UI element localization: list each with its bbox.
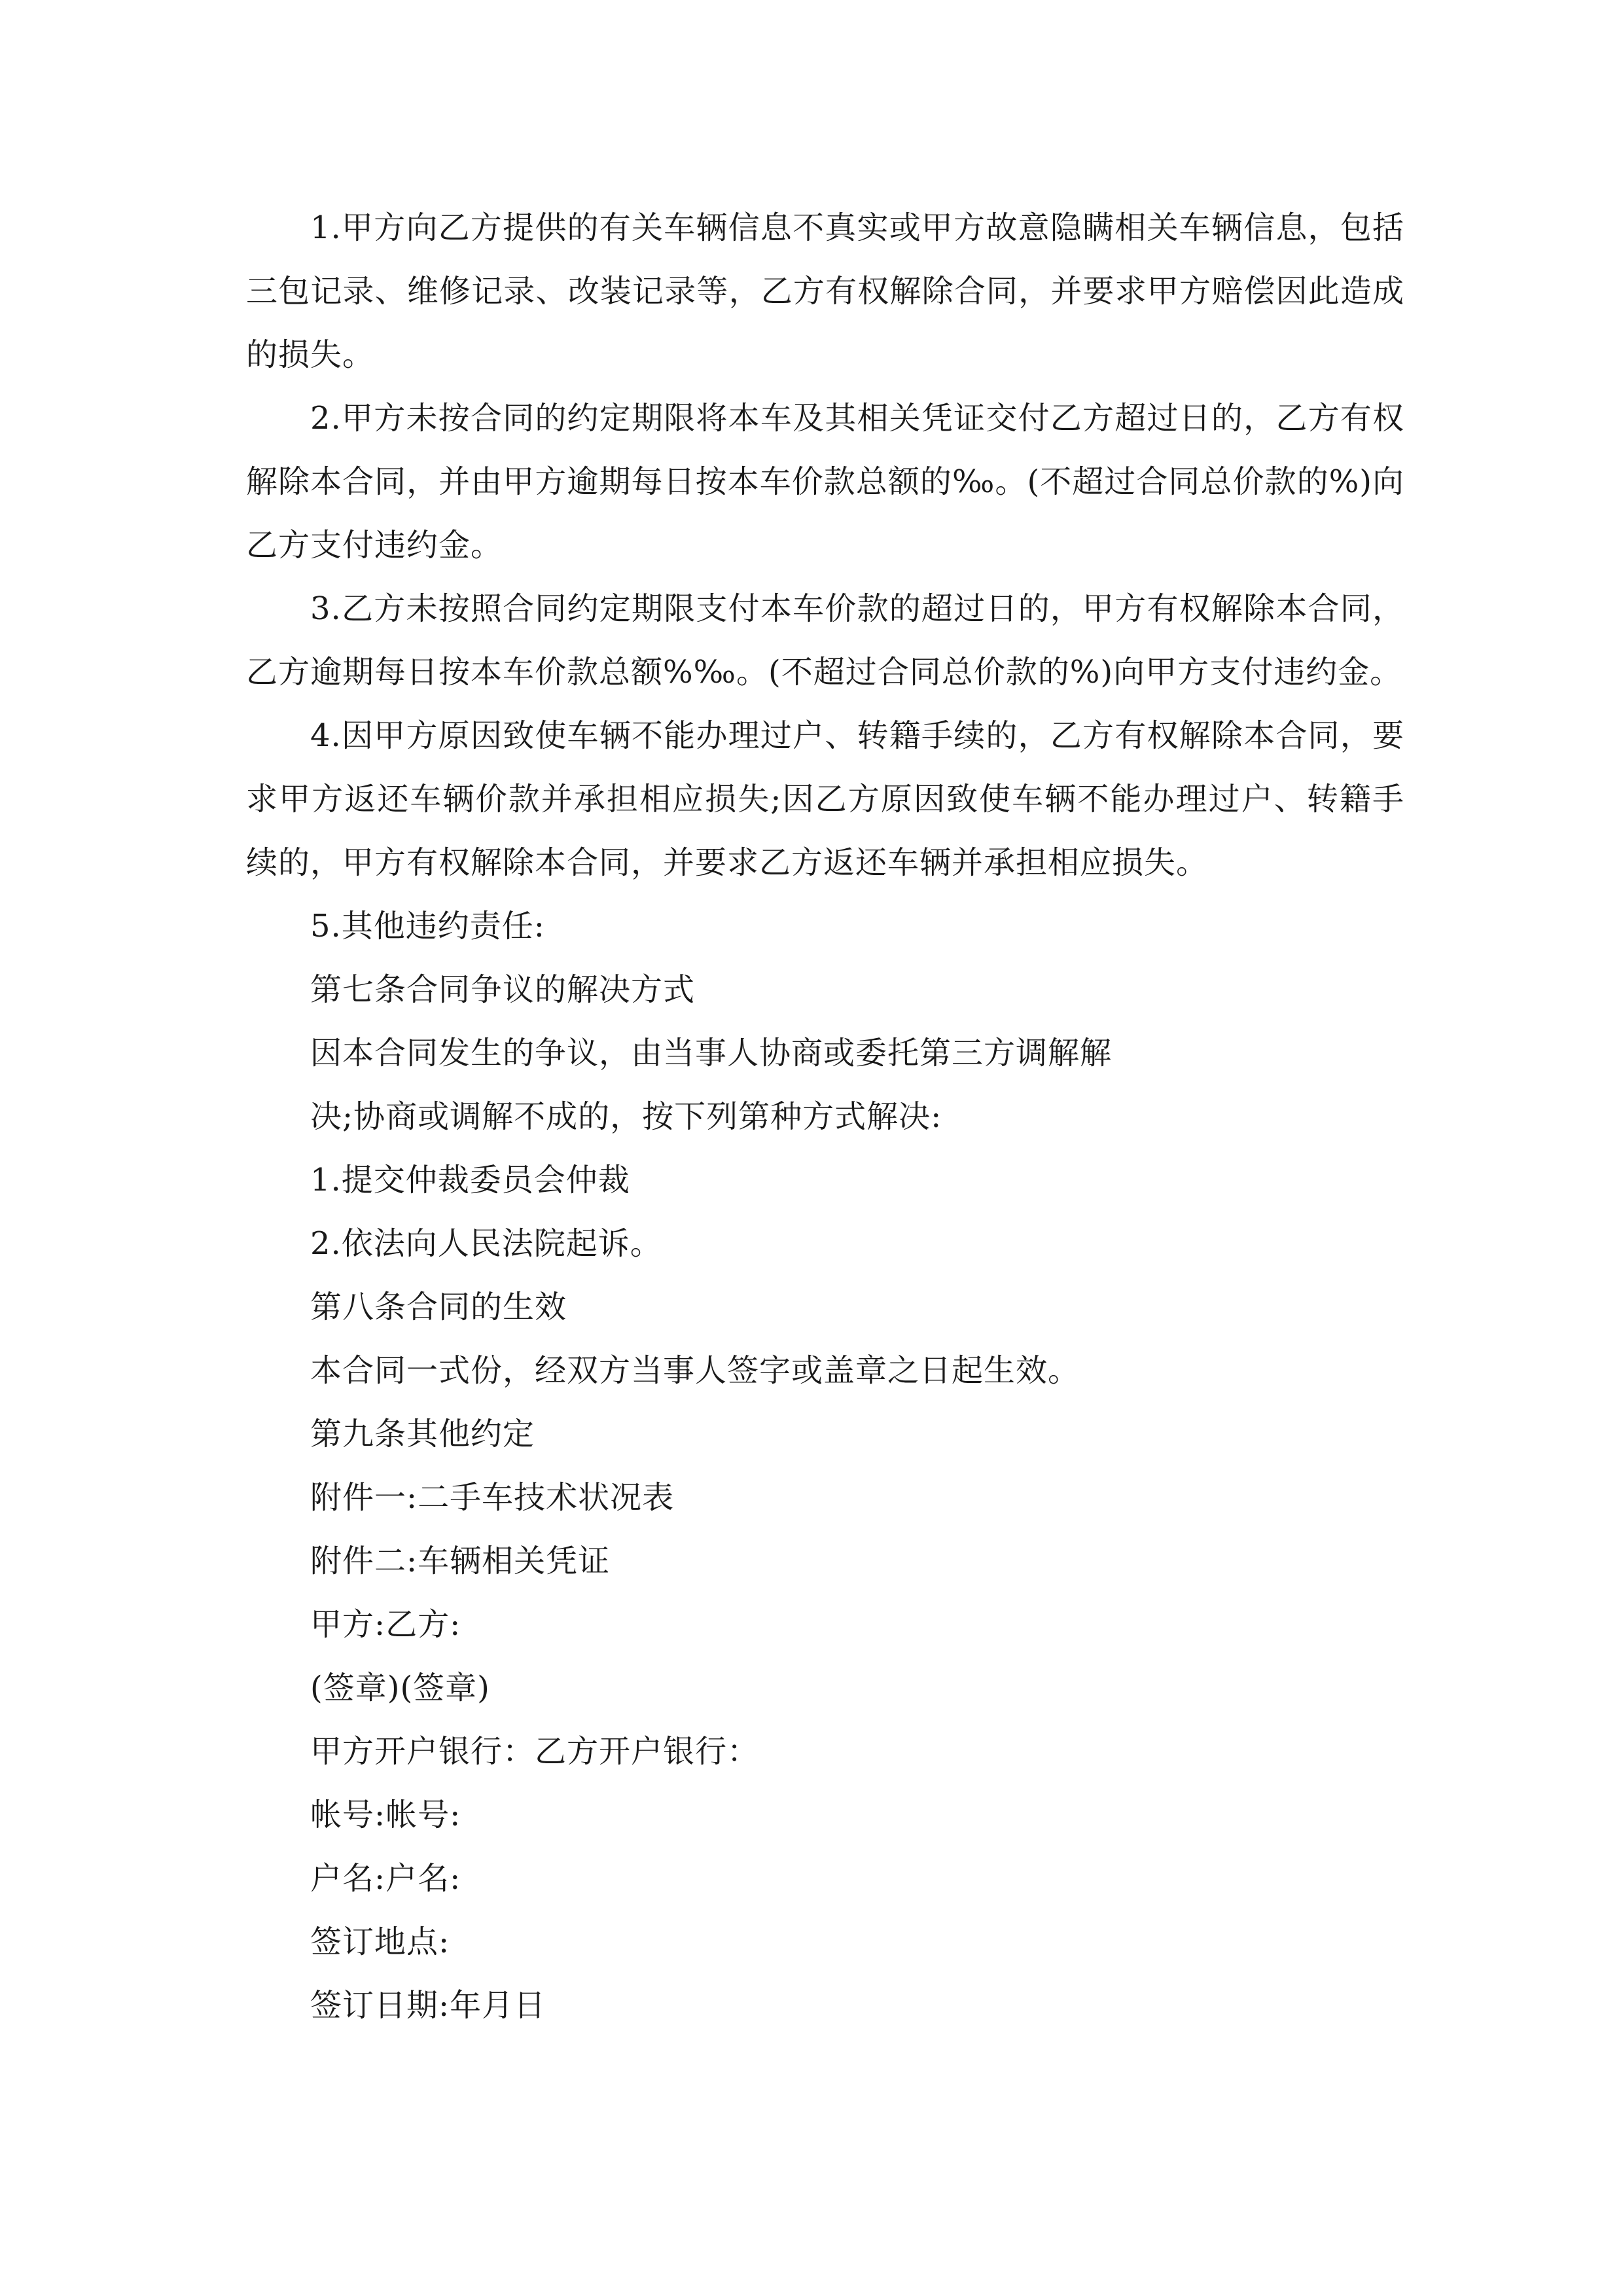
bank-line: 甲方开户银行：乙方开户银行： <box>310 1733 760 1770</box>
document-body <box>246 196 1404 2037</box>
parties-line: 甲方:乙方: <box>310 1606 461 1643</box>
signing-place-line: 签订地点: <box>310 1924 450 1960</box>
clause-paragraph-4: 4.因甲方原因致使车辆不能办理过户、转籍手续的，乙方有权解除本合同，要求甲方返还车辆价款并承担相应损失;因乙方原因致使车辆不能办理过户、转籍手续的，甲方有权解除本合同，并要求乙方返还车辆并承担相应损失。 <box>246 717 1404 881</box>
attachment-1: 附件一:二手车技术状况表 <box>310 1479 675 1516</box>
attachment-2: 附件二:车辆相关凭证 <box>310 1543 611 1579</box>
dispute-text-line-1: 因本合同发生的争议，由当事人协商或委托第三方调解解 <box>310 1035 1113 1071</box>
other-liability-line: 5.其他违约责任: <box>310 908 545 944</box>
clause-paragraph-2: 2.甲方未按合同的约定期限将本车及其相关凭证交付乙方超过日的，乙方有权解除本合同，并由甲方逾期每日按本车价款总额的‰。(不超过合同总价款的%)向乙方支付违约金。 <box>246 400 1404 564</box>
clause-paragraph-3: 3.乙方未按照合同约定期限支付本车价款的超过日的，甲方有权解除本合同，乙方逾期每日按本车价款总额%‰。(不超过合同总价款的%)向甲方支付违约金。 <box>246 590 1404 691</box>
clause-paragraph-1: 1.甲方向乙方提供的有关车辆信息不真实或甲方故意隐瞒相关车辆信息，包括三包记录、维修记录、改装记录等，乙方有权解除合同，并要求甲方赔偿因此造成的损失。 <box>246 209 1404 373</box>
article-9-heading: 第九条其他约定 <box>310 1416 535 1452</box>
signing-date-line: 签订日期:年月日 <box>310 1987 546 2024</box>
dispute-option-1: 1.提交仲裁委员会仲裁 <box>310 1162 630 1198</box>
effectiveness-text: 本合同一式份，经双方当事人签字或盖章之日起生效。 <box>310 1352 1080 1389</box>
account-name-line: 户名:户名: <box>310 1860 461 1897</box>
article-8-heading: 第八条合同的生效 <box>310 1289 567 1325</box>
account-number-line: 帐号:帐号: <box>310 1797 461 1833</box>
article-7-heading: 第七条合同争议的解决方式 <box>310 971 696 1008</box>
dispute-option-2: 2.依法向人民法院起诉。 <box>310 1225 662 1262</box>
dispute-text-line-2: 决;协商或调解不成的，按下列第种方式解决: <box>310 1098 942 1135</box>
signature-line: (签章)(签章) <box>310 1670 490 1706</box>
